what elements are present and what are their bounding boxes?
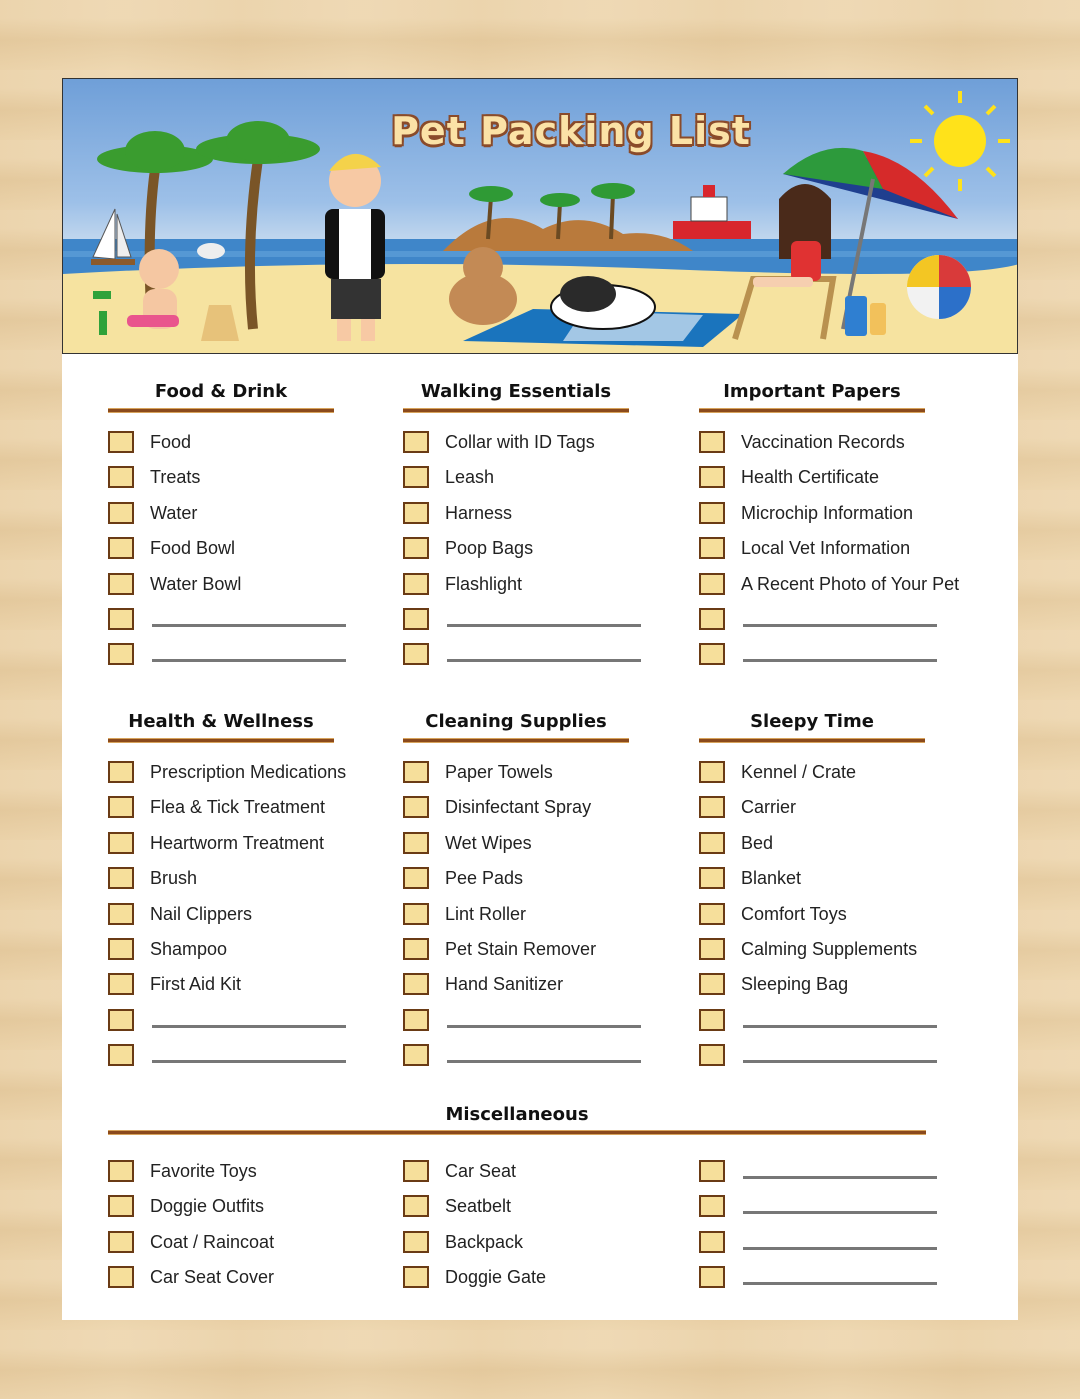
item-label: Flashlight [445,573,523,594]
blank-item[interactable] [699,1266,939,1301]
blank-item[interactable] [108,643,348,678]
section-rule [403,738,629,743]
item-label: Doggie Outfits [150,1196,265,1217]
checkbox[interactable] [699,502,725,524]
misc-title: Miscellaneous [445,1104,589,1125]
checklist-item[interactable] [699,938,939,973]
section-food-drink [108,380,348,679]
item-label: Disinfectant Spray [445,797,592,818]
item-label: A Recent Photo of Your Pet [741,573,960,594]
checkbox[interactable] [699,1231,725,1253]
write-in-line[interactable] [152,659,346,662]
item-label: Heartworm Treatment [150,832,325,853]
page-title: Pet Packing List [391,109,751,153]
write-in-line[interactable] [447,1025,641,1028]
blank-item[interactable] [108,608,348,643]
checklist [403,761,643,1080]
checklist-item[interactable] [403,537,643,572]
item-label: Harness [445,502,513,523]
section-health-wellness [108,710,348,1080]
checklist-item[interactable] [403,903,643,938]
blank-item[interactable] [699,1231,939,1266]
blank-item[interactable] [699,1009,939,1044]
misc-column-2 [403,1160,643,1302]
section-title: Walking Essentials [420,381,612,402]
section-cleaning-supplies [403,710,643,1080]
write-in-line[interactable] [152,1025,346,1028]
checkbox[interactable] [108,1231,134,1253]
checklist-item[interactable] [403,573,643,608]
section-walking-essentials [403,380,643,679]
item-label: Calming Supplements [741,938,918,959]
checkbox[interactable] [699,431,725,453]
checklist-item[interactable] [403,502,643,537]
checklist-item[interactable] [108,973,348,1008]
checklist [699,1160,939,1302]
write-in-line[interactable] [743,1025,937,1028]
checklist-item[interactable] [108,903,348,938]
checkbox[interactable] [108,643,134,665]
checkbox[interactable] [403,973,429,995]
blank-item[interactable] [108,1009,348,1044]
checklist-item[interactable] [403,1231,643,1266]
checkbox[interactable] [108,867,134,889]
write-in-line[interactable] [743,1060,937,1063]
section-sleepy-time [699,710,939,1080]
item-label: Nail Clippers [150,903,253,924]
section-title: Health & Wellness [128,711,314,732]
checklist-item[interactable] [108,573,348,608]
blank-item[interactable] [699,1044,939,1079]
item-label: First Aid Kit [150,974,242,995]
checkbox[interactable] [108,431,134,453]
checklist-item[interactable] [403,796,643,831]
item-label: Prescription Medications [150,762,347,782]
checklist-item[interactable] [403,973,643,1008]
write-in-line[interactable] [743,1176,937,1179]
checklist-item[interactable] [403,1266,643,1301]
checkbox[interactable] [699,643,725,665]
checkbox[interactable] [699,1044,725,1066]
checklist-item[interactable] [108,761,348,796]
checkbox[interactable] [108,796,134,818]
section-title: Important Papers [723,381,901,402]
checkbox[interactable] [403,431,429,453]
checklist [108,431,348,679]
checkbox[interactable] [699,938,725,960]
item-label: Bed [741,832,774,853]
write-in-line[interactable] [743,1247,937,1250]
write-in-line[interactable] [152,624,346,627]
checkbox[interactable] [403,537,429,559]
checkbox[interactable] [699,1009,725,1031]
checklist-item[interactable] [108,796,348,831]
item-label: Seatbelt [445,1196,512,1217]
item-label: Local Vet Information [741,538,911,559]
checklist-item[interactable] [108,832,348,867]
checklist-item[interactable] [108,1160,348,1195]
item-label: Pee Pads [445,868,524,889]
checklist-item[interactable] [699,573,960,608]
checklist [108,1160,348,1302]
checkbox[interactable] [699,1160,725,1182]
misc-column-1 [108,1160,348,1302]
checklist-item[interactable] [699,867,939,902]
item-label: Kennel / Crate [741,762,857,782]
item-label: Collar with ID Tags [445,432,595,452]
section-rule [699,738,925,743]
item-label: Backpack [445,1231,524,1252]
checkbox[interactable] [403,466,429,488]
item-label: Car Seat Cover [150,1267,275,1288]
checkbox[interactable] [403,903,429,925]
section-rule [108,738,334,743]
checkbox[interactable] [403,1266,429,1288]
checklist-item[interactable] [108,1195,348,1230]
checklist [403,431,643,679]
checkbox[interactable] [403,643,429,665]
checklist [699,431,960,679]
item-label: Doggie Gate [445,1267,547,1288]
item-label: Leash [445,467,495,488]
checkbox[interactable] [108,832,134,854]
checkbox[interactable] [699,973,725,995]
item-label: Microchip Information [741,502,914,523]
blank-item[interactable] [699,1160,939,1195]
checklist-item[interactable] [403,1160,643,1195]
checklist-item[interactable] [403,466,643,501]
checkbox[interactable] [403,761,429,783]
checkbox[interactable] [108,466,134,488]
checklist-item[interactable] [108,867,348,902]
item-label: Poop Bags [445,538,534,559]
section-rule [403,408,629,413]
item-label: Brush [150,868,198,889]
blank-item[interactable] [699,1195,939,1230]
checkbox[interactable] [403,1044,429,1066]
checkbox[interactable] [699,466,725,488]
beach-banner [62,78,1018,354]
section-title: Sleepy Time [750,711,874,732]
write-in-line[interactable] [743,1211,937,1214]
item-label: Lint Roller [445,903,527,924]
checklist-item[interactable] [403,431,643,466]
checkbox[interactable] [108,1009,134,1031]
checklist-item[interactable] [403,832,643,867]
checklist-item[interactable] [108,502,348,537]
checkbox[interactable] [108,938,134,960]
checklist-item[interactable] [403,761,643,796]
blank-item[interactable] [403,608,643,643]
checkbox[interactable] [108,1195,134,1217]
checklist-item[interactable] [699,431,939,466]
item-label: Health Certificate [741,467,880,488]
checkbox[interactable] [699,608,725,630]
item-label: Coat / Raincoat [150,1231,275,1252]
write-in-line[interactable] [743,624,937,627]
checklist-item[interactable] [108,938,348,973]
section-rule [699,408,925,413]
checkbox[interactable] [108,903,134,925]
blank-item[interactable] [403,1009,643,1044]
item-label: Sleeping Bag [741,974,849,995]
section-title: Food & Drink [154,381,288,402]
checkbox[interactable] [403,867,429,889]
item-label: Treats [150,467,201,488]
checklist-item[interactable] [108,466,348,501]
checkbox[interactable] [108,573,134,595]
write-in-line[interactable] [152,1060,346,1063]
checklist-item[interactable] [699,973,939,1008]
checklist-item[interactable] [108,1231,348,1266]
checkbox[interactable] [403,832,429,854]
write-in-line[interactable] [447,624,641,627]
item-label: Favorite Toys [150,1161,257,1181]
checkbox[interactable] [699,1195,725,1217]
item-label: Blanket [741,868,802,889]
checklist-item[interactable] [699,796,939,831]
checkbox[interactable] [108,1266,134,1288]
checklist-item[interactable] [108,537,348,572]
checkbox[interactable] [108,1160,134,1182]
section-rule [108,408,334,413]
item-label: Water [150,502,198,523]
item-label: Shampoo [150,938,228,959]
item-label: Food Bowl [150,538,236,559]
checkbox[interactable] [699,761,725,783]
checklist-item[interactable] [108,431,348,466]
checkbox[interactable] [403,1195,429,1217]
checklist-item[interactable] [403,867,643,902]
checkbox[interactable] [403,796,429,818]
write-in-line[interactable] [743,659,937,662]
checkbox[interactable] [403,1009,429,1031]
item-label: Paper Towels [445,762,553,782]
section-title: Cleaning Supplies [425,711,607,732]
misc-rule [108,1130,926,1135]
checkbox[interactable] [108,608,134,630]
blank-item[interactable] [403,1044,643,1079]
item-label: Vaccination Records [741,432,905,452]
checkbox[interactable] [403,1231,429,1253]
item-label: Comfort Toys [741,903,847,924]
checkbox[interactable] [403,1160,429,1182]
item-label: Food [150,432,192,452]
checklist [403,1160,643,1302]
misc-column-3 [699,1160,939,1302]
checklist-item[interactable] [699,502,939,537]
checkbox[interactable] [403,573,429,595]
checklist-item[interactable] [699,761,939,796]
checklist-sheet [62,78,1018,1320]
checkbox[interactable] [699,1266,725,1288]
checklist-item[interactable] [699,832,939,867]
checklist-item[interactable] [108,1266,348,1301]
checklist-item[interactable] [699,903,939,938]
checkbox[interactable] [699,796,725,818]
checklist [699,761,939,1080]
blank-item[interactable] [403,643,643,678]
checklist-item[interactable] [403,1195,643,1230]
checkbox[interactable] [699,867,725,889]
item-label: Hand Sanitizer [445,974,564,995]
checkbox[interactable] [108,973,134,995]
checkbox[interactable] [108,1044,134,1066]
item-label: Wet Wipes [445,832,532,853]
item-label: Pet Stain Remover [445,938,597,959]
checkbox[interactable] [108,537,134,559]
checkbox[interactable] [699,573,725,595]
checkbox[interactable] [403,502,429,524]
checkbox[interactable] [108,761,134,783]
checkbox[interactable] [403,938,429,960]
checkbox[interactable] [108,502,134,524]
item-label: Water Bowl [150,573,242,594]
write-in-line[interactable] [743,1282,937,1285]
blank-item[interactable] [699,608,939,643]
blank-item[interactable] [699,643,939,678]
blank-item[interactable] [108,1044,348,1079]
section-important-papers [699,380,960,679]
checkbox[interactable] [699,903,725,925]
checklist-item[interactable] [403,938,643,973]
item-label: Carrier [741,797,797,818]
checkbox[interactable] [699,537,725,559]
checklist [108,761,348,1080]
item-label: Flea & Tick Treatment [150,797,326,818]
checklist-item[interactable] [699,537,939,572]
write-in-line[interactable] [447,659,641,662]
item-label: Car Seat [445,1161,517,1181]
checkbox[interactable] [403,608,429,630]
checkbox[interactable] [699,832,725,854]
checklist-item[interactable] [699,466,939,501]
write-in-line[interactable] [447,1060,641,1063]
